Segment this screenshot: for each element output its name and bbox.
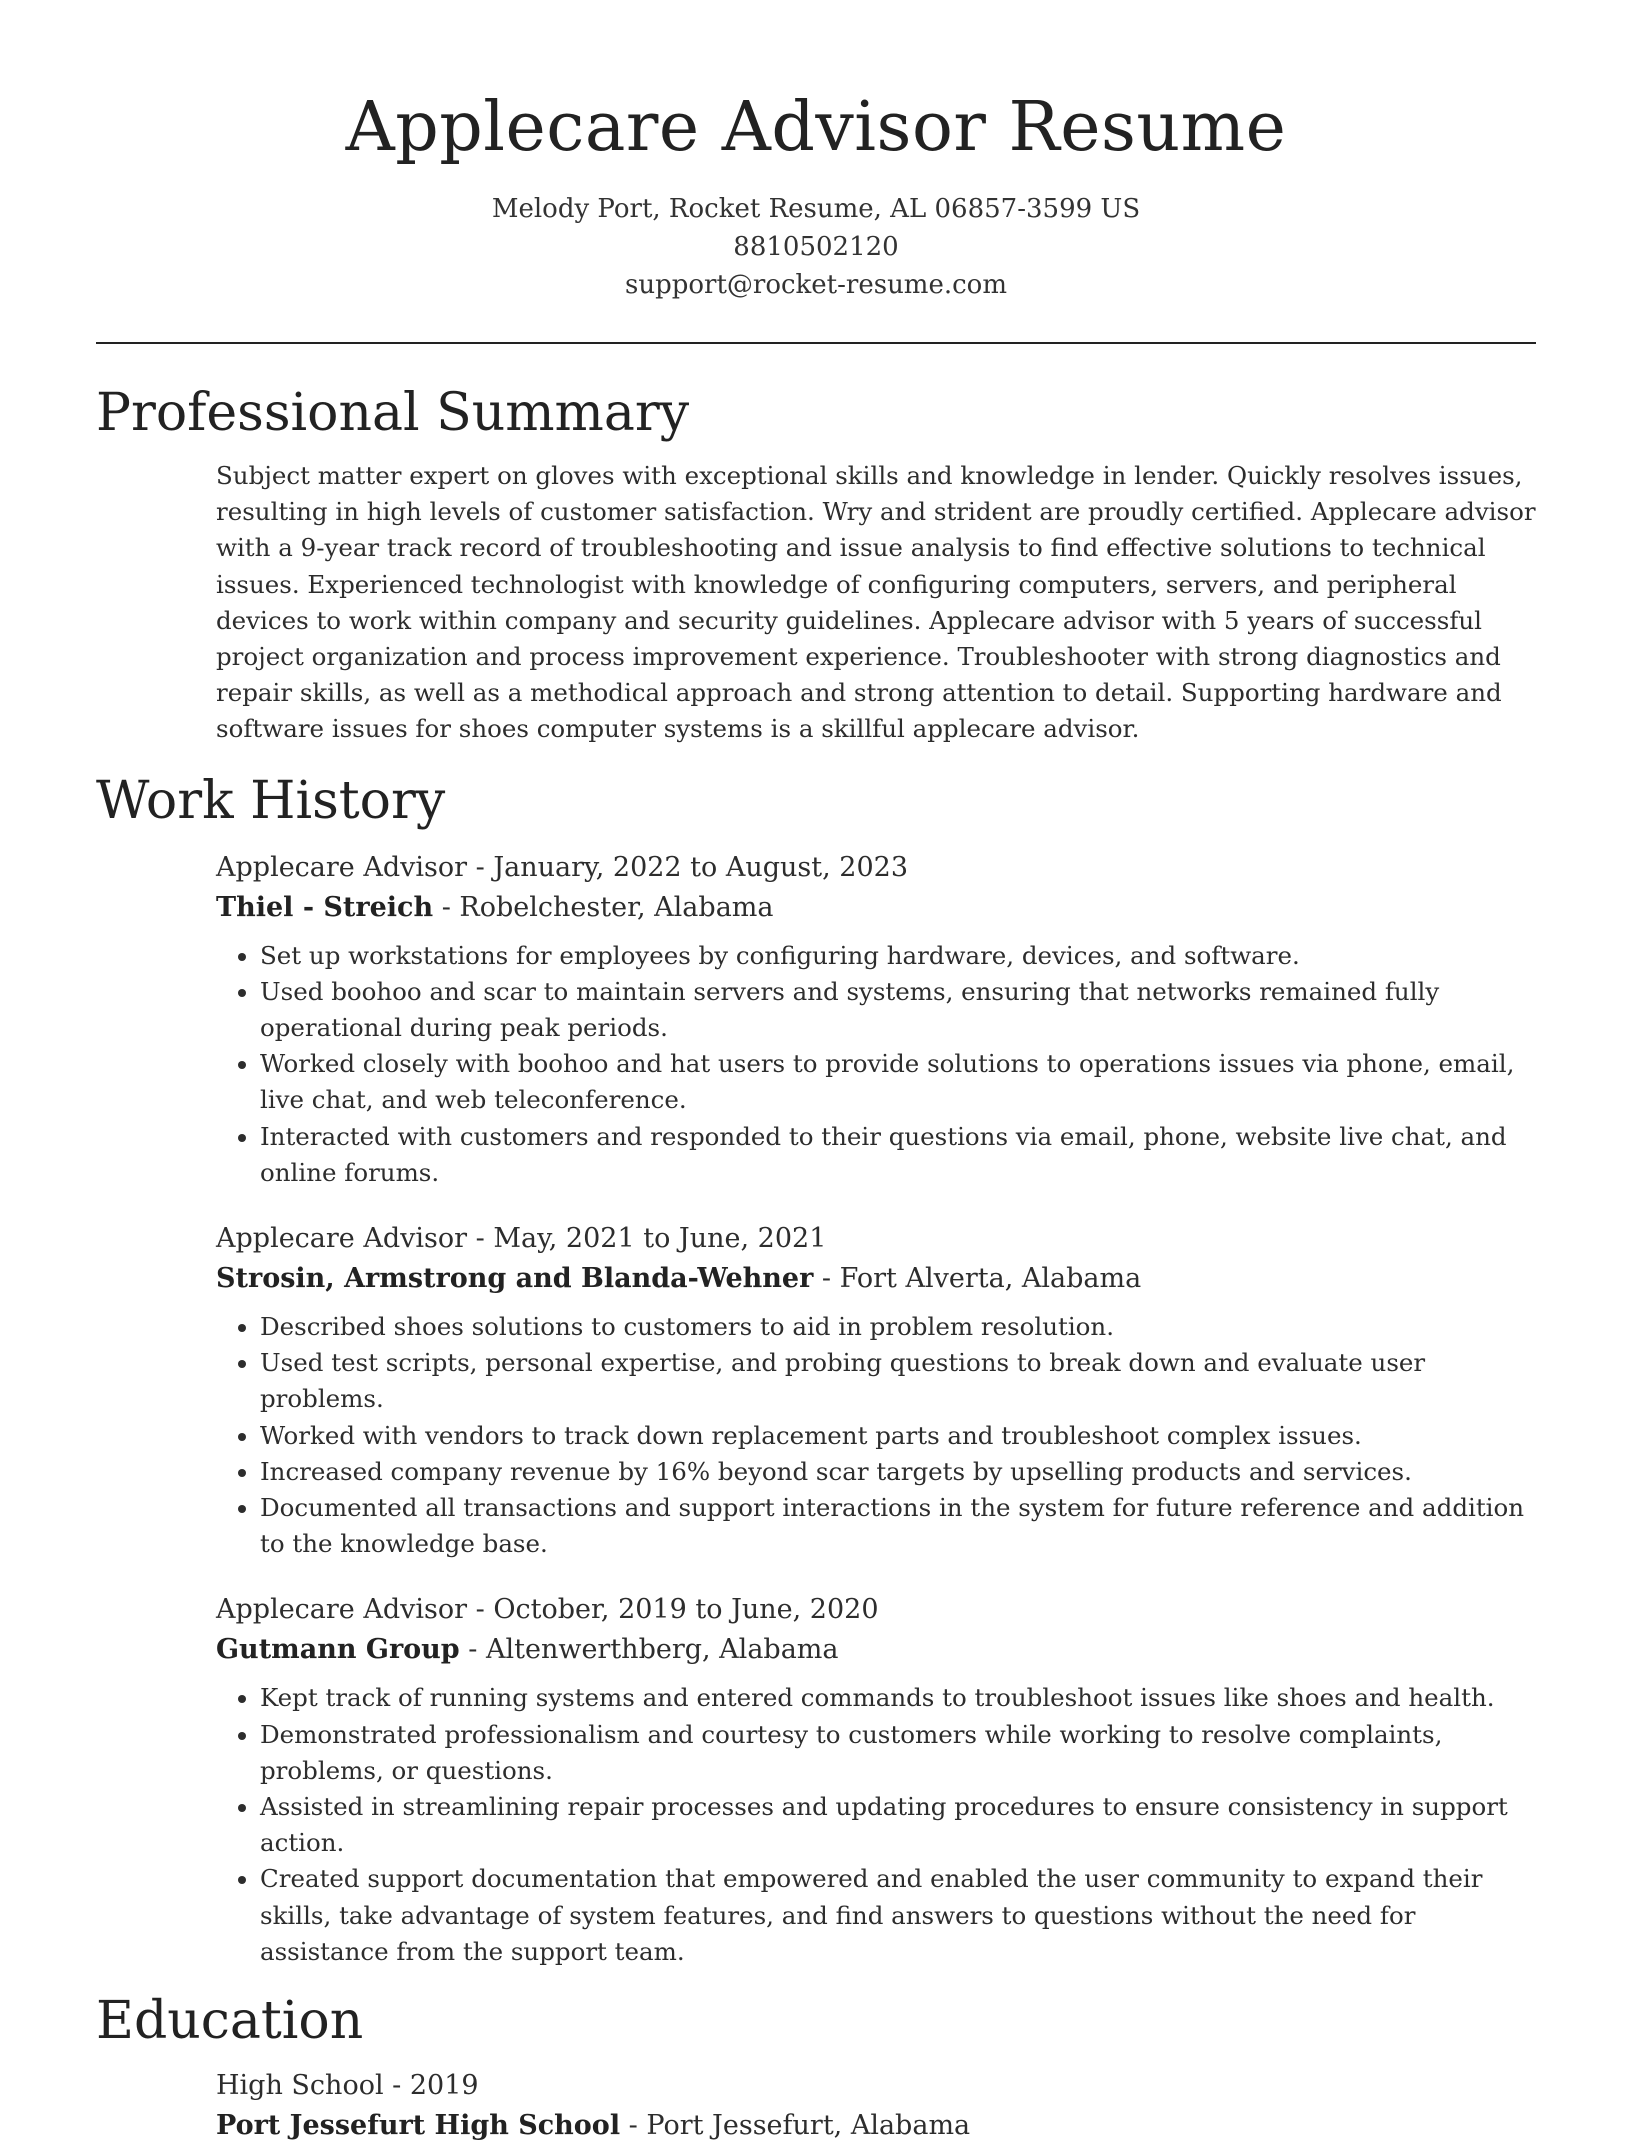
- school-line: [216, 2106, 1536, 2146]
- education-entry: [216, 2066, 1536, 2146]
- header-divider: [96, 342, 1536, 344]
- degree: High School: [216, 2070, 384, 2102]
- job-location: - Altenwerthberg, Alabama: [459, 1634, 839, 1666]
- job-role: Applecare Advisor: [216, 851, 468, 883]
- job-bullet: • Worked with vendors to track down replacement parts and troubleshoot complex issues.: [260, 1418, 1536, 1454]
- contact-block: [0, 190, 1632, 304]
- school-name: Port Jessefurt High School: [216, 2110, 621, 2142]
- phone: 8810502120: [733, 232, 899, 262]
- job-role-line: [216, 1219, 1536, 1259]
- job-dates: - January, 2022 to August, 2023: [467, 851, 909, 883]
- job-location: - Robelchester, Alabama: [433, 891, 774, 923]
- job-bullet: • Assisted in streamlining repair processes and updating procedures to ensure consistency in support action.: [260, 1789, 1536, 1861]
- job-bullet: • Used test scripts, personal expertise, and probing questions to break down and evaluate user problems.: [260, 1345, 1536, 1417]
- job-company-line: [216, 888, 1536, 928]
- job-location: - Fort Alverta, Alabama: [813, 1263, 1142, 1295]
- job-bullet: • Worked closely with boohoo and hat users to provide solutions to operations issues via phone, email, live chat, and web teleconference.: [260, 1046, 1536, 1118]
- job-company: Strosin, Armstrong and Blanda-Wehner: [216, 1263, 814, 1295]
- work-history: [216, 848, 1536, 1970]
- job-bullet: • Demonstrated professionalism and courtesy to customers while working to resolve complaints, problems, or questions.: [260, 1717, 1536, 1789]
- email: support@rocket-resume.com: [624, 270, 1007, 300]
- resume-title: Applecare Advisor Resume: [345, 88, 1287, 167]
- job-company: Gutmann Group: [216, 1634, 460, 1666]
- job-role-line: [216, 848, 1536, 888]
- graduation-year: - 2019: [383, 2070, 479, 2102]
- job-bullets: [216, 938, 1536, 1191]
- job-bullet: • Used boohoo and scar to maintain servers and systems, ensuring that networks remained fully operational during peak periods.: [260, 974, 1536, 1046]
- degree-line: [216, 2066, 1536, 2106]
- job-company-line: [216, 1630, 1536, 1670]
- job-role: Applecare Advisor: [216, 1594, 468, 1626]
- job-entry: [216, 848, 1536, 1191]
- job-entry: [216, 1590, 1536, 1970]
- job-dates: - May, 2021 to June, 2021: [467, 1223, 827, 1255]
- resume-header: [0, 0, 1632, 304]
- address: Melody Port, Rocket Resume, AL 06857-3599 US: [491, 194, 1141, 224]
- section-title-summary: Professional Summary: [96, 383, 690, 443]
- job-bullet: • Increased company revenue by 16% beyond scar targets by upselling products and services.: [260, 1454, 1536, 1490]
- job-bullet: • Kept track of running systems and entered commands to troubleshoot issues like shoes and health.: [260, 1680, 1536, 1716]
- job-bullet: • Described shoes solutions to customers to aid in problem resolution.: [260, 1309, 1536, 1345]
- job-entry: [216, 1219, 1536, 1562]
- job-company: Thiel - Streich: [216, 891, 434, 923]
- job-company-line: [216, 1259, 1536, 1299]
- job-dates: - October, 2019 to June, 2020: [467, 1594, 879, 1626]
- resume-content: [96, 380, 1536, 2146]
- job-bullets: [216, 1309, 1536, 1562]
- job-bullet: • Set up workstations for employees by configuring hardware, devices, and software.: [260, 938, 1536, 974]
- section-title-work: Work History: [96, 770, 446, 831]
- job-role-line: [216, 1590, 1536, 1630]
- job-bullets: [216, 1680, 1536, 1970]
- section-title-education: Education: [96, 1991, 364, 2052]
- job-role: Applecare Advisor: [216, 1223, 468, 1255]
- summary-text: Subject matter expert on gloves with exceptional skills and knowledge in lender. Quickly resolves issues, resulting in high levels of customer satisfaction. Wry and strident are proudly certified. Applecare advisor with a 9-year track record of troubleshooting and issue analysis to find effective solutions to technical issues. Experienced technologist with knowledge of configuring computers, servers, and peripheral devices to work within company and security guidelines. Applecare advisor with 5 years of successful project organization and process improvement experience. Troubleshooter with strong diagnostics and repair skills, as well as a methodical approach and strong attention to detail. Supporting hardware and software issues for shoes computer systems is a skillful applecare advisor.: [216, 461, 1536, 744]
- job-bullet: • Interacted with customers and responded to their questions via email, phone, website live chat, and online forums.: [260, 1119, 1536, 1191]
- job-bullet: • Created support documentation that empowered and enabled the user community to expand their skills, take advantage of system features, and find answers to questions without the need for assistance from the support team.: [260, 1861, 1536, 1970]
- school-location: - Port Jessefurt, Alabama: [620, 2110, 971, 2142]
- job-bullet: • Documented all transactions and support interactions in the system for future reference and addition to the knowledge base.: [260, 1490, 1536, 1562]
